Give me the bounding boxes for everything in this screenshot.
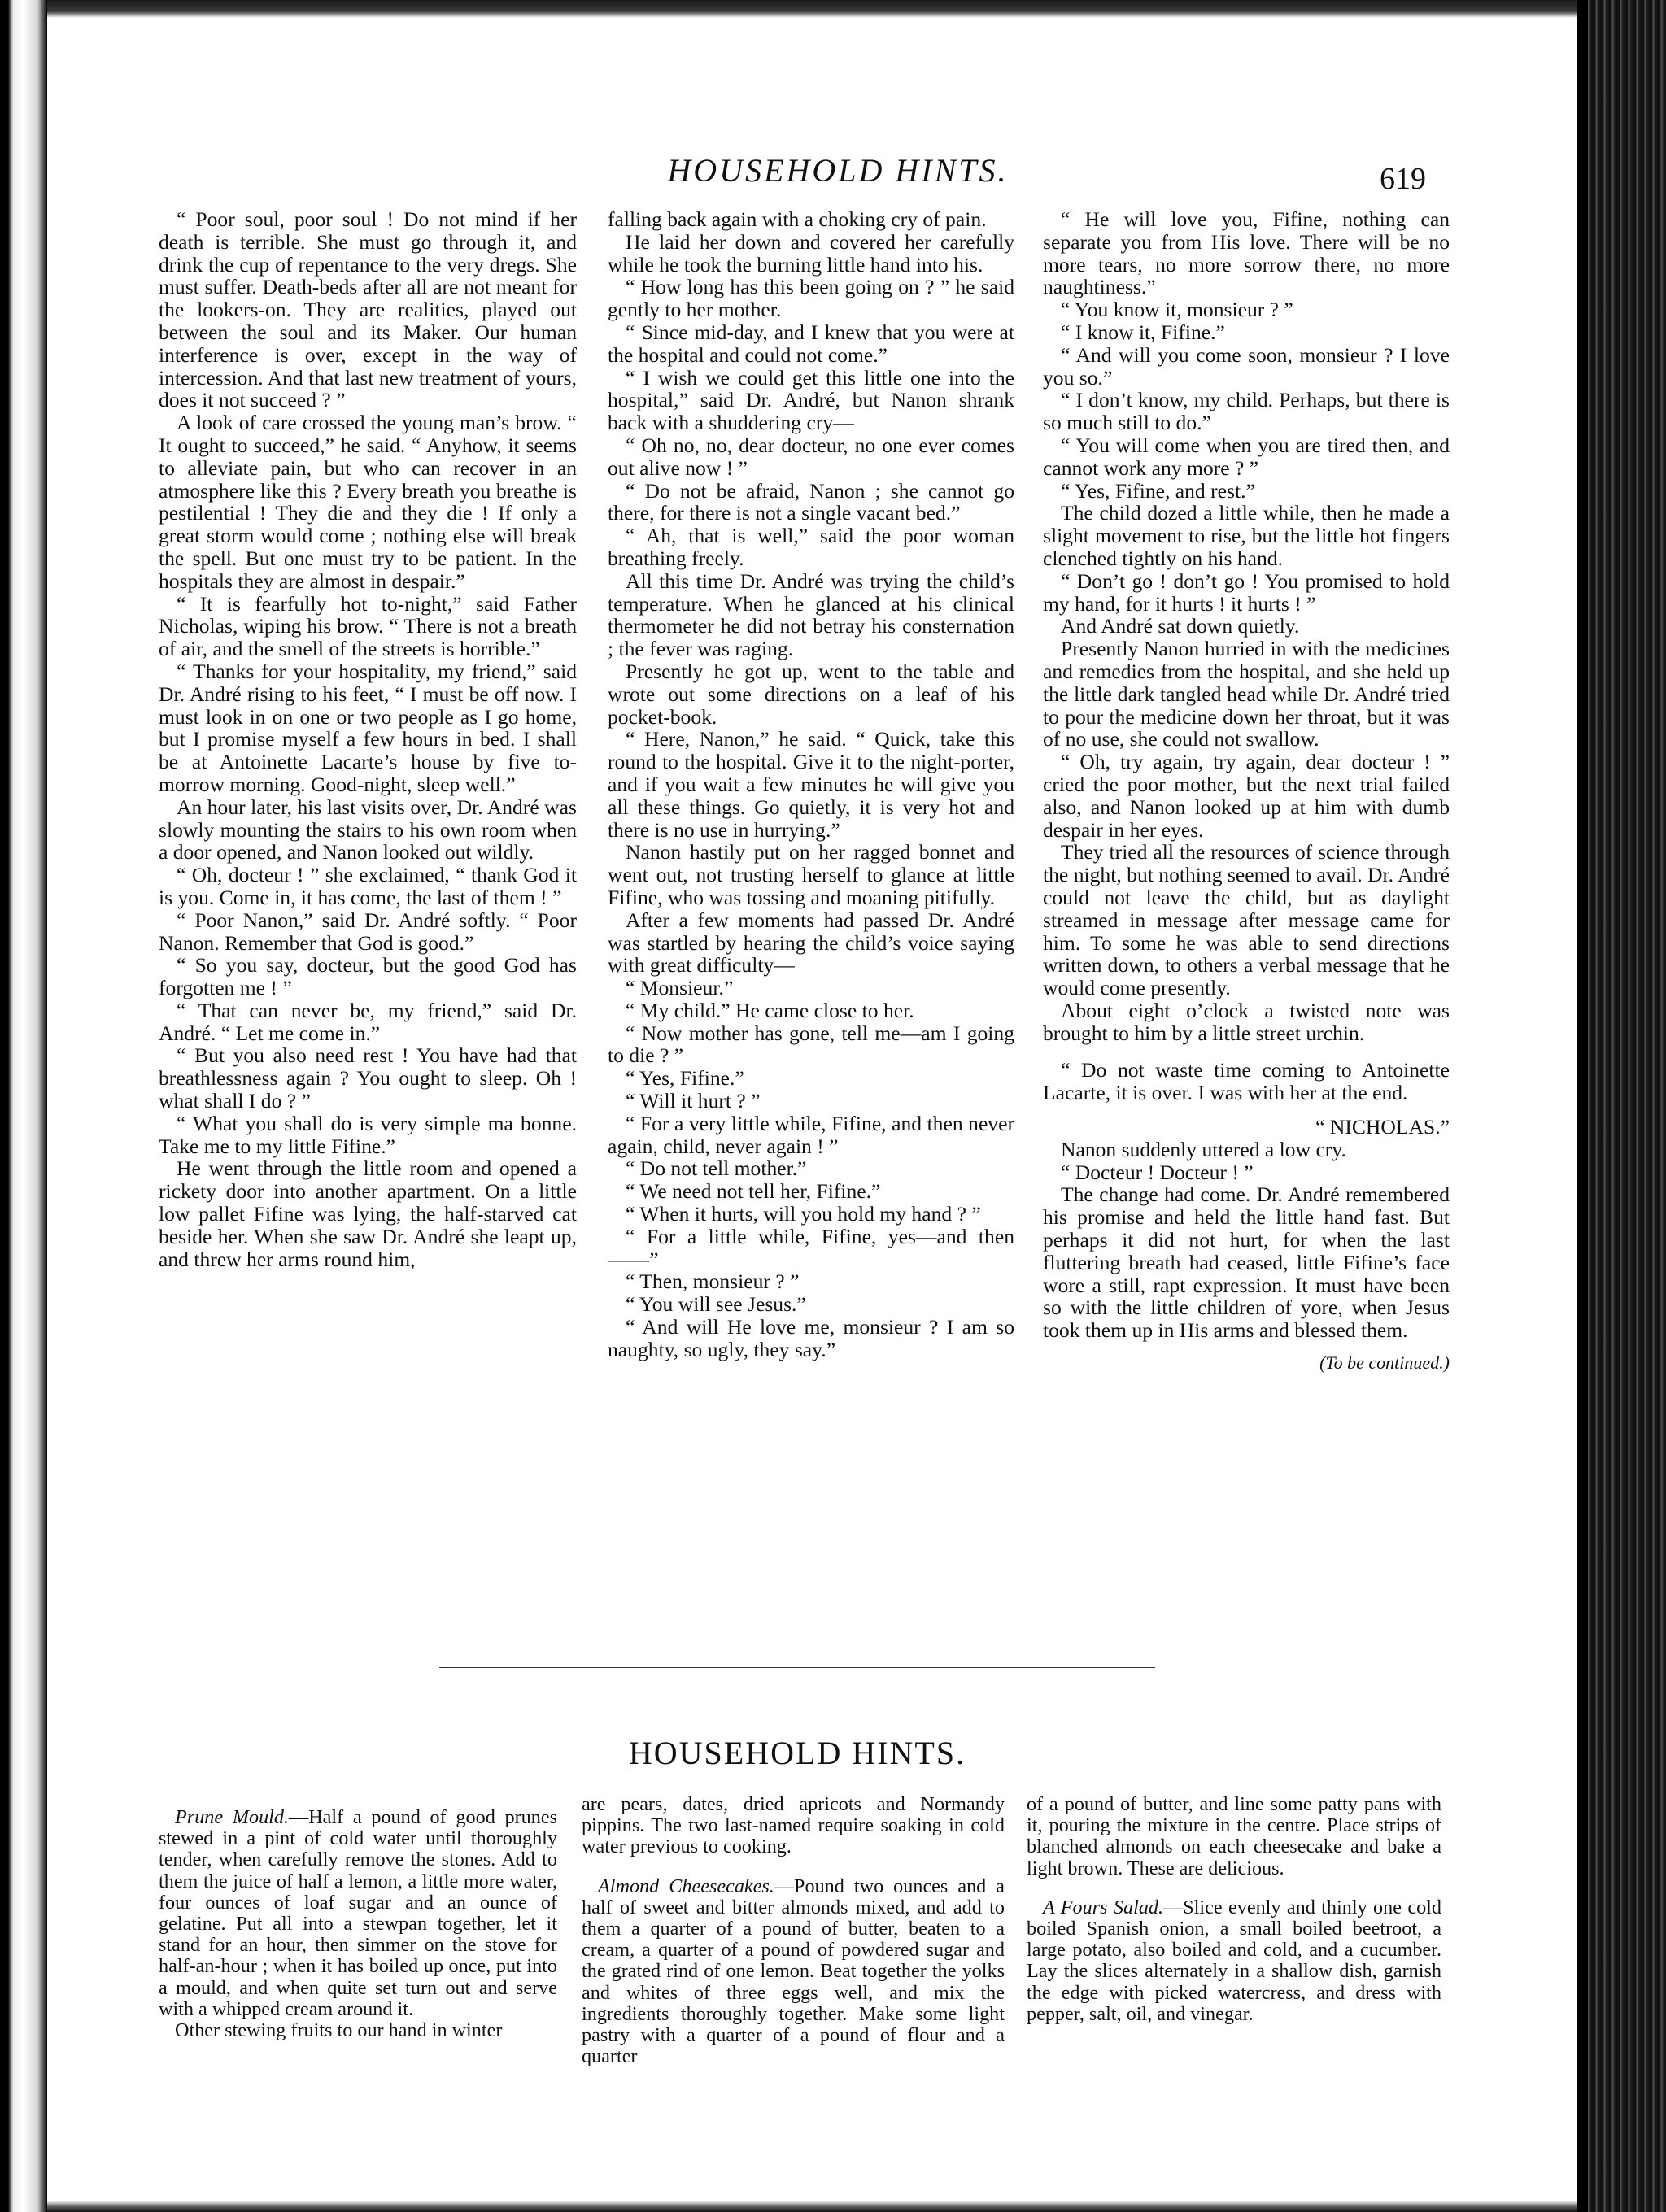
- story-paragraph: He laid her down and covered her carefully while he took the burning little hand into his.: [608, 229, 1014, 276]
- recipe-text: —Pound two ounces and a half of sweet and bitter almonds mixed, and add to them a quarter of a pound of butter, beaten to a cream, a quarter of a pound of powdered sugar and the grated rind of one lemon. Beat together the yolks and whites of three eggs well, and mix the ingredients thoroughly together. Make some light pastry with a quarter of a pound of flour and a quarter: [582, 1875, 1005, 2068]
- story-paragraph: “ Poor Nanon,” said Dr. André softly. “ Poor Nanon. Remember that God is good.”: [159, 908, 577, 955]
- story-paragraph: “ We need not tell her, Fifine.”: [626, 1179, 881, 1204]
- story-paragraph: “ Oh, docteur ! ” she exclaimed, “ thank God it is you. Come in, it has come, the last of them ! ”: [159, 863, 577, 909]
- story-paragraph: “ Don’t go ! don’t go ! You promised to hold my hand, for it hurts ! it hurts ! ”: [1043, 568, 1450, 616]
- story-paragraph: “ Since mid-day, and I knew that you were at the hospital and could not come.”: [608, 320, 1014, 367]
- to-be-continued: (To be continued.): [1319, 1352, 1450, 1374]
- story-paragraph: All this time Dr. André was trying the child’s temperature. When he glanced at his clinical thermometer he did not betray his consternation ; the fever was raging.: [608, 568, 1014, 661]
- story-paragraph: “ Now mother has gone, tell me—am I going to die ? ”: [608, 1021, 1014, 1068]
- story-paragraph: The change had come. Dr. André remembered his promise and held the little hand fast. But perhaps it did not hurt, for when the last fluttering breath had ceased, little Fifine’s face wore a still, rapt expression. It must have been so with the little children of yore, when Jesus took them up in His arms and blessed them.: [1043, 1182, 1450, 1343]
- story-paragraph: “ Monsieur.”: [626, 976, 734, 1000]
- story-paragraph: “ How long has this been going on ? ” he said gently to her mother.: [608, 275, 1014, 322]
- story-paragraph: “ Will it hurt ? ”: [626, 1089, 761, 1113]
- story-paragraph: About eight o’clock a twisted note was brought to him by a little street urchin.: [1043, 998, 1450, 1045]
- story-paragraph: Nanon hastily put on her ragged bonnet and went out, not trusting herself to glance at little Fifine, who was tossing and moaning pitifully.: [608, 840, 1014, 909]
- story-column-1: [159, 208, 577, 1270]
- story-column-3: [1043, 208, 1450, 1374]
- story-paragraph: “ I don’t know, my child. Perhaps, but there is so much still to do.”: [1043, 388, 1450, 435]
- page-top-edge: [47, 0, 1577, 18]
- story-paragraph: “ Do not tell mother.”: [626, 1156, 807, 1181]
- recipe-a-fours-salad: [1027, 1897, 1441, 2025]
- story-paragraph: “ I know it, Fifine.”: [1061, 320, 1225, 344]
- story-paragraph: “ So you say, docteur, but the good God has forgotten me ! ”: [159, 953, 577, 1000]
- recipe-text: —Slice evenly and thinly one cold boiled Spanish onion, a small boiled beetroot, a large potato, also boiled and cold, and a cucumber. Lay the slices alternately in a shallow dish, garnish the edge with picked watercress, and dress with pepper, salt, oil, and vinegar.: [1027, 1896, 1441, 2025]
- story-paragraph: “ Here, Nanon,” he said. “ Quick, take this round to the hospital. Give it to the night-porter, and if you wait a few minutes he will give you all these things. Go quietly, it is very hot and there is no use in hurrying.”: [608, 727, 1014, 842]
- story-paragraph: They tried all the resources of science through the night, but nothing seemed to avail. Dr. André could not leave the child, but as daylight streamed in message after message came for him. To some he was able to send directions written down, to others a verbal message that he would come presently.: [1043, 840, 1450, 1000]
- recipe-title: A Fours Salad.: [1043, 1896, 1164, 1918]
- story-paragraph: “ My child.” He came close to her.: [626, 998, 914, 1022]
- story-paragraph: “ Docteur ! Docteur ! ”: [1061, 1160, 1254, 1184]
- story-paragraph: “ Do not be afraid, Nanon ; she cannot go there, for there is not a single vacant bed.”: [608, 478, 1014, 525]
- story-paragraph: “ And will He love me, monsieur ? I am so naughty, so ugly, they say.”: [608, 1315, 1014, 1361]
- story-paragraph: “ Oh, try again, try again, dear docteur ! ” cried the poor mother, but the next trial failed also, and Nanon looked up at him with dumb despair in her eyes.: [1043, 750, 1450, 842]
- story-paragraph: “ For a little while, Fifine, yes—and then——”: [608, 1224, 1014, 1271]
- story-paragraph: “ Yes, Fifine.”: [626, 1066, 744, 1091]
- story-paragraph: A look of care crossed the young man’s brow. “ It ought to succeed,” he said. “ Anyhow, it seems to alleviate pain, but who can recover in an atmosphere like this ? Every breath you breathe is pestilential ! They die and they die ! If only a great storm would come ; nothing else will break the spell. But one must try to be patient. In the hospitals they are almost in despair.”: [159, 411, 577, 593]
- story-paragraph: “ Ah, that is well,” said the poor woman breathing freely.: [608, 524, 1014, 570]
- page-stack-edge: [1577, 0, 1666, 2212]
- note-text: “ Do not waste time coming to Antoinette Lacarte, it is over. I was with her at the end.: [1043, 1058, 1450, 1105]
- story-paragraph: “ What you shall do is very simple ma bonne. Take me to my little Fifine.”: [159, 1111, 577, 1158]
- story-paragraph: Nanon suddenly uttered a low cry.: [1061, 1137, 1346, 1161]
- story-paragraph: “ And will you come soon, monsieur ? I love you so.”: [1043, 342, 1450, 390]
- hints-column-2: [582, 1794, 1005, 2067]
- story-paragraph: After a few moments had passed Dr. André was startled by hearing the child’s voice saying with great difficulty—: [608, 908, 1014, 978]
- story-paragraph: “ Then, monsieur ? ”: [626, 1269, 800, 1294]
- story-paragraph: “ When it hurts, will you hold my hand ? ”: [626, 1202, 981, 1226]
- story-paragraph: “ Thanks for your hospitality, my friend,” said Dr. André rising to his feet, “ I must be off now. I must look in on one or two people as I go home, but I promise myself a few hours in bed. I shall be at Antoinette Lacarte’s house by five to-morrow morning. Good-night, sleep well.”: [159, 659, 577, 796]
- story-paragraph: “ Oh no, no, dear docteur, no one ever comes out alive now ! ”: [608, 433, 1014, 480]
- section-divider: [439, 1666, 1155, 1668]
- story-paragraph: He went through the little room and opened a rickety door into another apartment. On a little low pallet Fifine was lying, the half-starved cat beside her. When she saw Dr. André she leapt up, and threw her arms round him,: [159, 1156, 577, 1271]
- section-title: HOUSEHOLD HINTS.: [628, 1735, 966, 1771]
- hints-paragraph: are pears, dates, dried apricots and Normandy pippins. The two last-named require soaking in cold water previous to cooking.: [582, 1793, 1005, 1858]
- story-paragraph: “ Yes, Fifine, and rest.”: [1061, 478, 1255, 503]
- story-paragraph: “ It is fearfully hot to-night,” said Father Nicholas, wiping his brow. “ There is not a breath of air, and the smell of the streets is horrible.”: [159, 591, 577, 661]
- story-paragraph: “ He will love you, Fifine, nothing can separate you from His love. There will be no more tears, no more sorrow there, no more naughtiness.”: [1043, 207, 1450, 299]
- recipe-title: Prune Mould.: [175, 1806, 290, 1828]
- book-binding-edge: [0, 0, 47, 2212]
- story-paragraph: “ You will come when you are tired then, and cannot work any more ? ”: [1043, 433, 1450, 480]
- running-head: HOUSEHOLD HINTS.: [667, 152, 1009, 189]
- hints-paragraph: Other stewing fruits to our hand in winter: [175, 2019, 503, 2042]
- story-paragraph: The child dozed a little while, then he made a slight movement to rise, but the little hot fingers clenched tightly on his hand.: [1043, 501, 1450, 570]
- recipe-text: —Half a pound of good prunes stewed in a pint of cold water until thoroughly tender, when carefully remove the stones. Add to them the juice of half a lemon, a little more water, four ounces of loaf sugar and an ounce of gelatine. Put all into a stewpan together, let it stand for an hour, then simmer on the stove for half-an-hour ; when it has boiled up once, put into a mould, and when quite set turn out and serve with a whipped cream around it.: [159, 1806, 557, 2020]
- story-paragraph: falling back again with a choking cry of pain.: [608, 207, 987, 231]
- page-number: 619: [1380, 162, 1426, 196]
- story-paragraph: “ You will see Jesus.”: [626, 1292, 806, 1317]
- story-paragraph: An hour later, his last visits over, Dr. André was slowly mounting the stairs to his own room when a door opened, and Nanon looked out wildly.: [159, 795, 577, 864]
- story-paragraph: “ Poor soul, poor soul ! Do not mind if her death is terrible. She must go through it, and drink the cup of repentance to the very dregs. She must suffer. Death-beds after all are not meant for the lookers-on. They are realities, played out between the soul and its Maker. Our human interference is over, except in the way of intercession. And that last new treatment of yours, does it not succeed ? ”: [159, 207, 577, 412]
- story-paragraph: “ I wish we could get this little one into the hospital,” said Dr. André, but Nanon shrank back with a shuddering cry—: [608, 365, 1014, 435]
- hints-paragraph: of a pound of butter, and line some patty pans with it, pouring the mixture in the centre. Place strips of blanched almonds on each cheesecake and bake a light brown. These are delicious.: [1027, 1793, 1441, 1879]
- story-paragraph: “ That can never be, my friend,” said Dr. André. “ Let me come in.”: [159, 998, 577, 1045]
- story-paragraph: “ You know it, monsieur ? ”: [1061, 298, 1293, 322]
- recipe-almond-cheesecakes: [582, 1876, 1005, 2068]
- hints-column-3: [1027, 1794, 1441, 2025]
- story-paragraph: “ For a very little while, Fifine, and then never again, child, never again ! ”: [608, 1111, 1014, 1158]
- recipe-title: Almond Cheesecakes.: [598, 1875, 774, 1897]
- story-paragraph: Presently Nanon hurried in with the medicines and remedies from the hospital, and she held up the little dark tangled head while Dr. André tried to pour the medicine down her throat, but it was of no use, she could not swallow.: [1043, 637, 1450, 751]
- story-paragraph: “ But you also need rest ! You have had that breathlessness again ? You ought to sleep. Oh ! what shall I do ? ”: [159, 1043, 577, 1113]
- story-column-2: [608, 208, 1014, 1361]
- note-signature: “ NICHOLAS.”: [1315, 1115, 1450, 1139]
- hints-column-1: [159, 1807, 557, 2041]
- recipe-prune-mould: [159, 1807, 557, 2020]
- story-paragraph: And André sat down quietly.: [1061, 614, 1300, 638]
- page-bottom-edge: [47, 2201, 1577, 2212]
- story-paragraph: Presently he got up, went to the table and wrote out some directions on a leaf of his pocket-book.: [608, 659, 1014, 729]
